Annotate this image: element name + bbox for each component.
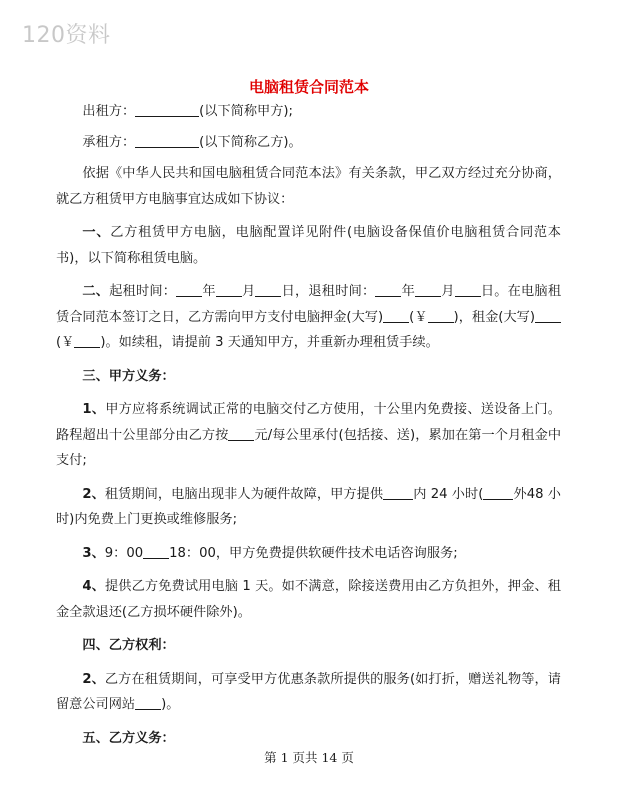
article-1-number: 一、 — [82, 225, 111, 241]
lessee-blank[interactable] — [135, 132, 199, 148]
obligation-1-text: 甲方应将系统调试正常的电脑交付乙方使用，十公里内免费接、送设备上门。路程超出十公里部分由乙方按 — [56, 402, 561, 443]
article-1-text: 乙方租赁甲方电脑，电脑配置详见附件(电脑设备保值价电脑租赁合同范本书)，以下简称租赁电脑。 — [56, 225, 561, 266]
intro-text: 依据《中华人民共和国电脑租赁合同范本法》有关条款，甲乙双方经过充分协商，就乙方租赁甲方电脑事宜达成如下协议： — [56, 166, 561, 207]
watermark: 120资料 — [22, 23, 111, 48]
obligation-4-text: 提供乙方免费试用电脑 1 天。如不满意，除接送费用由乙方负担外，押金、租金全款退还(乙方损坏硬件除外)。 — [56, 579, 561, 620]
obligation-3 — [56, 541, 561, 566]
section-5-title: 五、乙方义务： — [82, 731, 175, 747]
obligation-2 — [56, 482, 561, 532]
section-3-title: 三、甲方义务： — [82, 368, 175, 384]
obligation-3-start-time: 9：00 — [104, 545, 144, 561]
lessor-label: 出租方： — [82, 104, 136, 119]
start-day-blank[interactable] — [255, 281, 281, 297]
month-label: 月 — [241, 284, 256, 300]
lessee-label: 承租方： — [82, 135, 136, 151]
obligation-4-number: 4、 — [82, 579, 105, 595]
article-2-number: 二、 — [82, 284, 110, 300]
end-time-label: ，退租时间： — [295, 284, 376, 300]
lessor-line — [56, 99, 561, 124]
right-2-number: 2、 — [82, 672, 105, 688]
end-day-blank[interactable] — [455, 281, 481, 297]
intro-paragraph — [56, 161, 561, 211]
rent-words-blank[interactable] — [535, 307, 561, 323]
article-1 — [56, 220, 561, 270]
section-3-heading — [56, 364, 561, 389]
day-label: 日 — [281, 284, 296, 300]
yuan-sign: (￥ — [56, 334, 75, 350]
per-km-fee-blank[interactable] — [228, 425, 254, 441]
start-month-blank[interactable] — [216, 281, 242, 297]
deposit-amount-blank[interactable] — [428, 307, 454, 323]
contract-body — [56, 99, 561, 760]
rent-text: )，租金(大写) — [453, 309, 536, 325]
obligation-1-number: 1、 — [82, 402, 106, 418]
obligation-2-number: 2、 — [82, 486, 105, 502]
deposit-text: 日。在电脑租赁合同范本签订之日，乙方需向甲方支付电脑押金(大写) — [56, 284, 562, 325]
obligation-3-number: 3、 — [82, 545, 105, 561]
lessee-line — [56, 130, 561, 155]
right-2-text-end: )。 — [161, 697, 180, 713]
rent-amount-blank[interactable] — [74, 332, 100, 348]
time-range-blank[interactable] — [143, 543, 169, 559]
start-time-label: 起租时间： — [109, 284, 177, 300]
obligation-1-text-end: 元/每公里承付(包括接、送)，累加在第一个月租金中支付; — [56, 427, 562, 468]
obligation-4 — [56, 574, 561, 624]
website-blank[interactable] — [135, 694, 161, 710]
lessor-blank[interactable] — [135, 101, 199, 117]
obligation-3-text: 18：00，甲方免费提供软硬件技术电话咨询服务; — [169, 545, 458, 561]
article-2 — [56, 279, 561, 355]
deposit-words-blank[interactable] — [383, 307, 409, 323]
end-month-blank[interactable] — [415, 281, 441, 297]
service-area-blank[interactable] — [383, 484, 413, 500]
year-label: 年 — [202, 284, 216, 300]
section-4-title: 四、乙方权利： — [82, 638, 175, 654]
obligation-2-text-end: 外48 小时)内免费上门更换或维修服务; — [56, 486, 561, 527]
yuan-sign: (￥ — [409, 309, 428, 325]
page-footer: 第 1 页共 14 页 — [264, 750, 354, 765]
obligation-2-text-mid: 内 24 小时( — [413, 486, 484, 502]
start-year-blank[interactable] — [176, 281, 202, 297]
year-label: 年 — [401, 284, 416, 300]
lessor-suffix: (以下简称甲方); — [199, 104, 293, 119]
end-year-blank[interactable] — [375, 281, 401, 297]
right-2-text: 乙方在租赁期间，可享受甲方优惠条款所提供的服务(如打折，赠送礼物等，请留意公司网站 — [56, 672, 561, 713]
page-title: 电脑租赁合同范本 — [248, 78, 369, 96]
month-label: 月 — [441, 284, 455, 300]
renewal-text: )。如续租，请提前 3 天通知甲方，并重新办理租赁手续。 — [100, 334, 439, 350]
section-4-heading — [56, 633, 561, 658]
obligation-1 — [56, 397, 561, 473]
outside-area-blank[interactable] — [483, 484, 513, 500]
lessee-suffix: (以下简称乙方)。 — [199, 135, 302, 151]
right-2 — [56, 667, 561, 717]
obligation-2-text: 租赁期间，电脑出现非人为硬件故障，甲方提供 — [104, 486, 384, 502]
